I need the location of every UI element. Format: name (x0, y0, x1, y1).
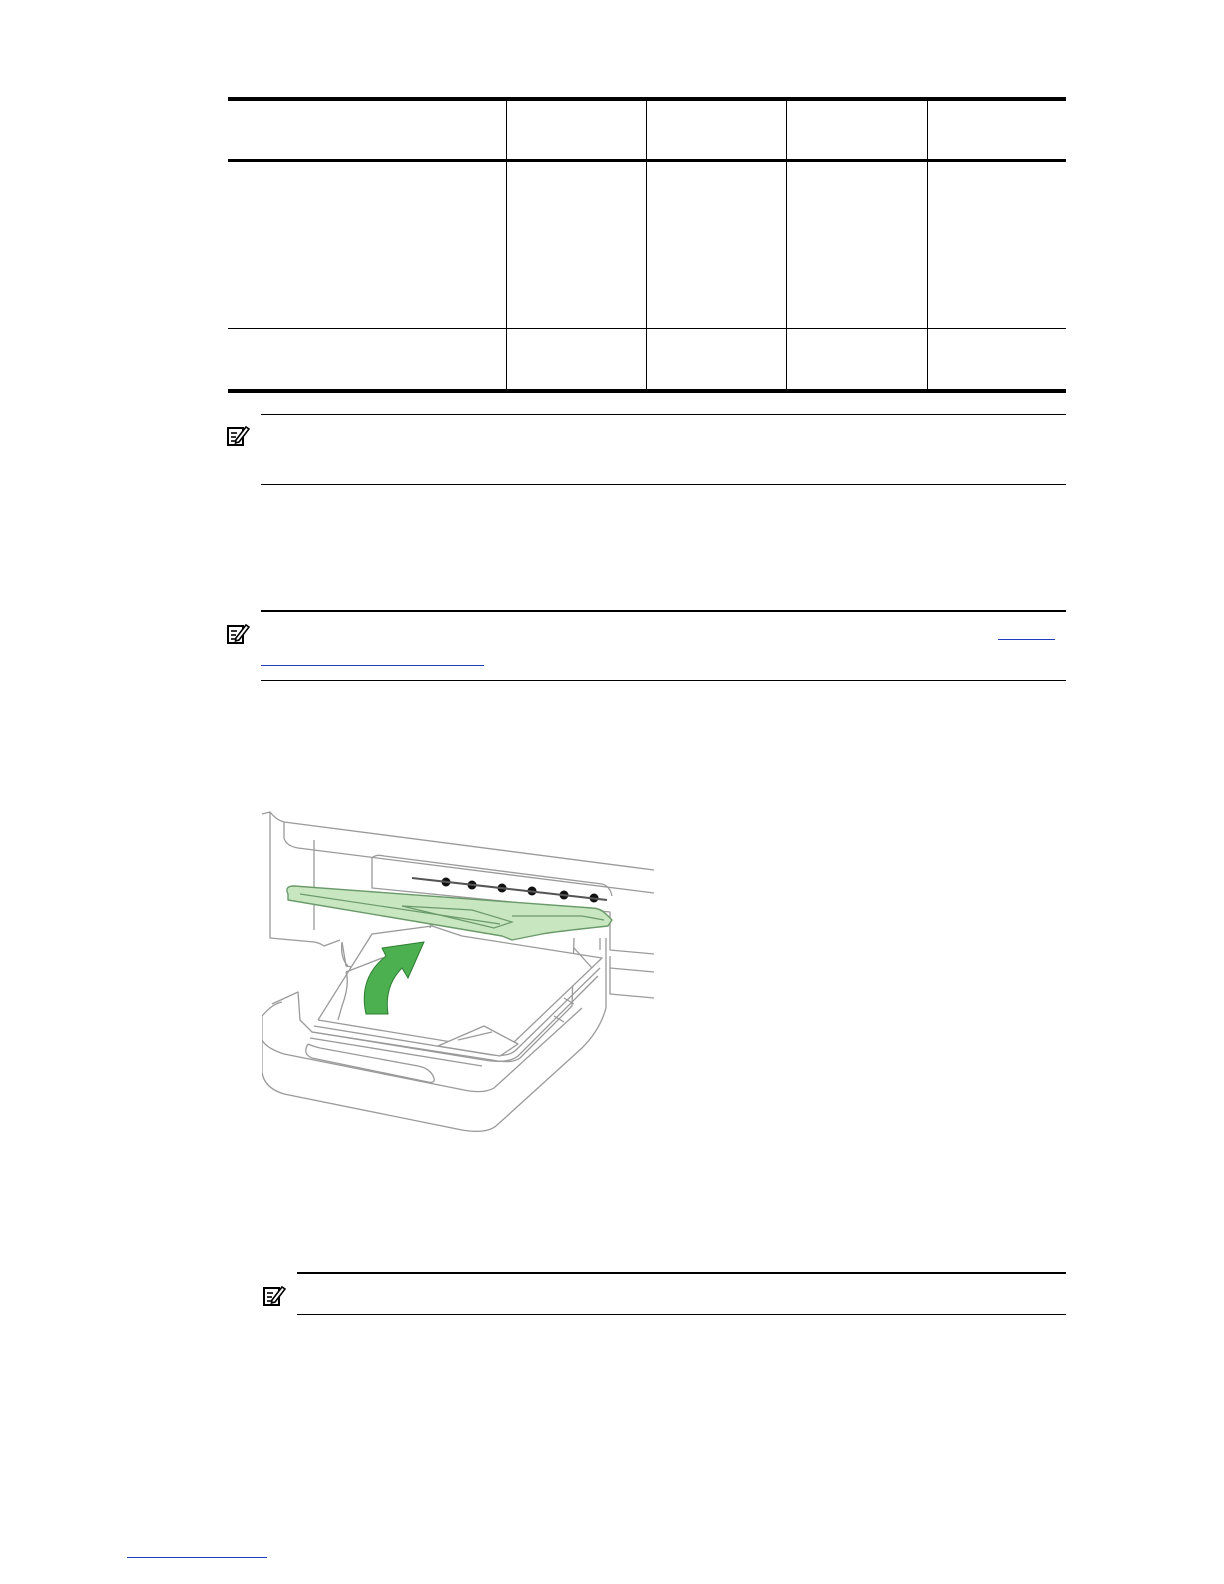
table-header-cell (928, 101, 1066, 159)
table-cell (928, 329, 1066, 389)
note-link[interactable] (998, 639, 1055, 640)
note-bottom-rule (261, 680, 1066, 681)
footer-link[interactable] (127, 1557, 267, 1558)
table-header-cell (507, 101, 646, 159)
table-header-cell (228, 101, 506, 159)
table-cell (928, 162, 1066, 328)
table-cell (507, 329, 646, 389)
table-header-cell (647, 101, 786, 159)
printer-top-edge (262, 812, 654, 870)
note-link-continued[interactable] (261, 665, 484, 666)
note-bottom-rule (297, 1314, 1066, 1315)
note-box (222, 414, 1068, 488)
output-tray-illustration (262, 808, 654, 1136)
note-bottom-rule (261, 484, 1066, 485)
table-cell (787, 162, 927, 328)
note-box (258, 1272, 1068, 1318)
note-icon (226, 622, 250, 646)
table-cell (647, 329, 786, 389)
table-cell (507, 162, 646, 328)
note-top-rule (297, 1272, 1066, 1274)
spec-table (228, 97, 1066, 394)
table-cell (647, 162, 786, 328)
table-cell (787, 329, 927, 389)
note-top-rule (261, 610, 1066, 612)
table-cell (228, 162, 506, 328)
table-bottom-rule (228, 389, 1066, 393)
note-top-rule (261, 414, 1066, 415)
note-box (222, 610, 1068, 684)
table-header-cell (787, 101, 927, 159)
note-icon (226, 424, 250, 448)
note-icon (262, 1284, 286, 1308)
table-cell (228, 329, 506, 389)
